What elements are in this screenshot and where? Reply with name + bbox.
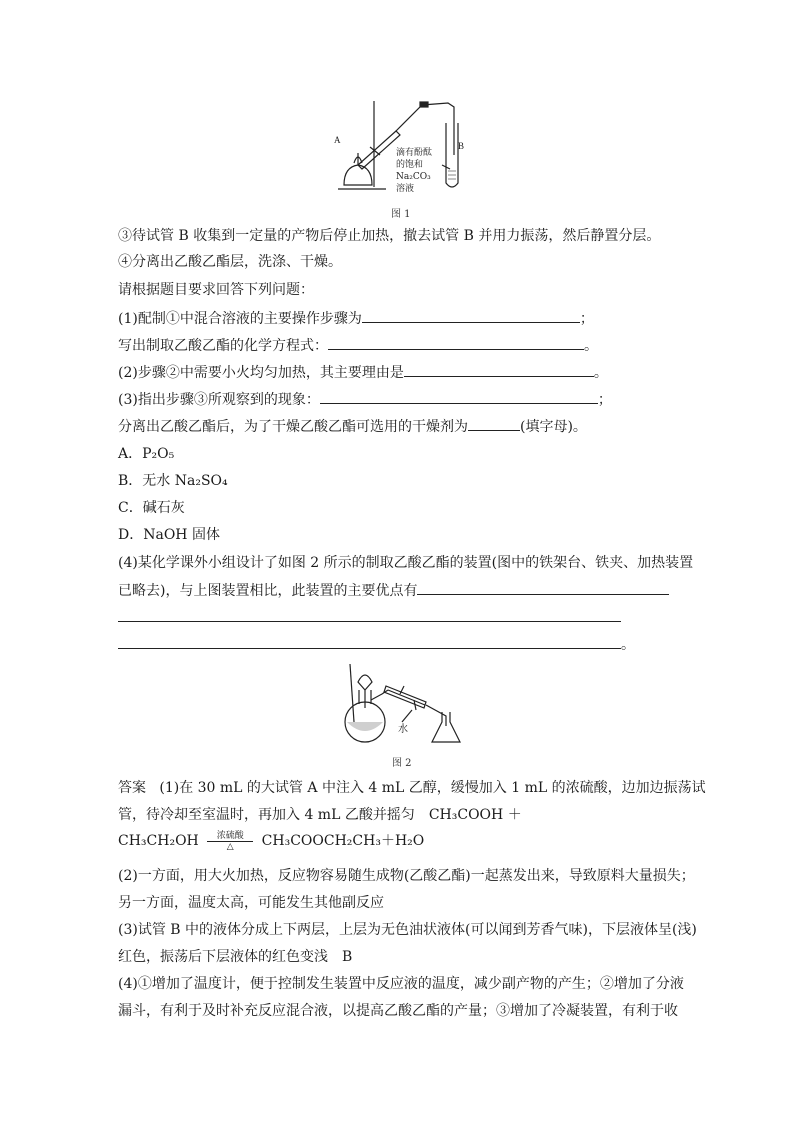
- answer-1-line-2: 管，待冷却至室温时，再加入 4 mL 乙酸并摇匀 CH₃COOH ＋: [118, 807, 522, 823]
- answer-blank-4c[interactable]: [118, 634, 621, 649]
- answer-blank-4a[interactable]: [417, 580, 669, 595]
- question-3: [118, 389, 612, 410]
- answer-4-line-2: 漏斗，有利于及时补充反应混合液，以提高乙酸乙酯的产量；③增加了冷凝装置，有利于收: [118, 1003, 678, 1019]
- question-2-end: 。: [593, 365, 608, 381]
- solution-label-4: 溶液: [396, 184, 415, 194]
- question-3-text: (3)指出步骤③所观察到的现象：: [118, 392, 320, 408]
- step-3: ③待试管 B 收集到一定量的产物后停止加热，撤去试管 B 并用力振荡，然后静置分层。: [118, 228, 661, 244]
- solution-label-3: Na₂CO₃: [396, 172, 431, 182]
- answer-1-line-1: [118, 778, 706, 798]
- solution-label-1: 滴有酚酞: [396, 148, 433, 158]
- question-4-line-2: [118, 580, 669, 601]
- question-2-text: (2)步骤②中需要小火均匀加热，其主要理由是: [118, 365, 404, 381]
- answer-4-line-1: (4)①增加了温度计，便于控制发生装置中反应液的温度，减少副产物的产生；②增加了分液: [118, 976, 684, 992]
- question-2: [118, 362, 608, 383]
- label-b: B: [458, 141, 465, 151]
- condition-catalyst: 浓硫酸: [207, 831, 253, 842]
- equation-right: CH₃COOCH₂CH₃＋H₂O: [261, 833, 425, 849]
- answer-blank-3[interactable]: [320, 389, 598, 404]
- figure-1-apparatus: [330, 95, 480, 197]
- question-4-line-1: (4)某化学课外小组设计了如图 2 所示的制取乙酸乙酯的装置(图中的铁架台、铁夹、加热装置: [118, 555, 694, 571]
- question-1-text: (1)配制①中混合溶液的主要操作步骤为: [118, 311, 362, 327]
- answer-1-text-1: (1)在 30 mL 的大试管 A 中注入 4 mL 乙醇，缓慢加入 1 mL 的浓硫酸，边加边振荡试: [159, 780, 706, 796]
- option-b: B．无水 Na₂SO₄: [118, 473, 228, 489]
- condition-heat: △: [226, 841, 234, 852]
- question-3-end: ；: [597, 392, 612, 408]
- answer-3-line-1: (3)试管 B 中的液体分成上下两层，上层为无色油状液体(可以闻到芳香气味)，下层液体呈(浅): [118, 922, 697, 938]
- question-1b-text: 写出制取乙酸乙酯的化学方程式：: [118, 338, 328, 354]
- answer-blank-2[interactable]: [404, 362, 594, 377]
- figure-1-caption: 图 1: [391, 209, 411, 220]
- question-1-end: ；: [579, 311, 594, 327]
- step-4: ④分离出乙酸乙酯层，洗涤、干燥。: [118, 254, 342, 270]
- answer-1-equation: [118, 830, 424, 852]
- option-c: C．碱石灰: [118, 500, 185, 516]
- figure-2-caption: 图 2: [392, 758, 412, 769]
- question-1: [118, 308, 594, 329]
- answer-2-line-1: (2)一方面，用大火加热，反应物容易随生成物(乙酸乙酯)一起蒸发出来，导致原料大量损失；: [118, 868, 695, 884]
- option-d: D．NaOH 固体: [118, 527, 220, 543]
- question-4-end: 。: [621, 637, 635, 653]
- question-3b-text: 分离出乙酸乙酯后，为了干燥乙酸乙酯可选用的干燥剂为: [118, 419, 468, 435]
- question-3b: [118, 416, 587, 437]
- equation-left: CH₃CH₂OH: [118, 833, 199, 849]
- instruction: 请根据题目要求回答下列问题：: [118, 282, 314, 298]
- answer-blank-4b[interactable]: [118, 607, 621, 622]
- question-1b-end: 。: [584, 338, 598, 354]
- answer-blank-1b[interactable]: [328, 335, 584, 350]
- question-1b: [118, 335, 598, 356]
- question-4-text: 已略去)，与上图装置相比，此装置的主要优点有: [118, 583, 418, 599]
- option-a: A．P₂O₅: [118, 446, 175, 462]
- question-4-line-3: [118, 607, 621, 628]
- answer-3-line-2: 红色，振荡后下层液体的红色变浅 B: [118, 949, 353, 965]
- figure-2-apparatus: [330, 660, 470, 746]
- solution-label-2: 的饱和: [396, 160, 424, 170]
- question-3b-end: (填字母)。: [520, 419, 587, 435]
- answer-2-line-2: 另一方面，温度太高，可能发生其他副反应: [118, 895, 384, 911]
- label-a: A: [334, 135, 341, 145]
- water-label: 水: [398, 724, 408, 735]
- answer-blank-3b[interactable]: [468, 416, 520, 431]
- question-4-line-4: [118, 634, 635, 655]
- answer-label: 答案: [118, 780, 146, 796]
- answer-blank-1[interactable]: [362, 308, 580, 323]
- reaction-condition: [207, 831, 253, 852]
